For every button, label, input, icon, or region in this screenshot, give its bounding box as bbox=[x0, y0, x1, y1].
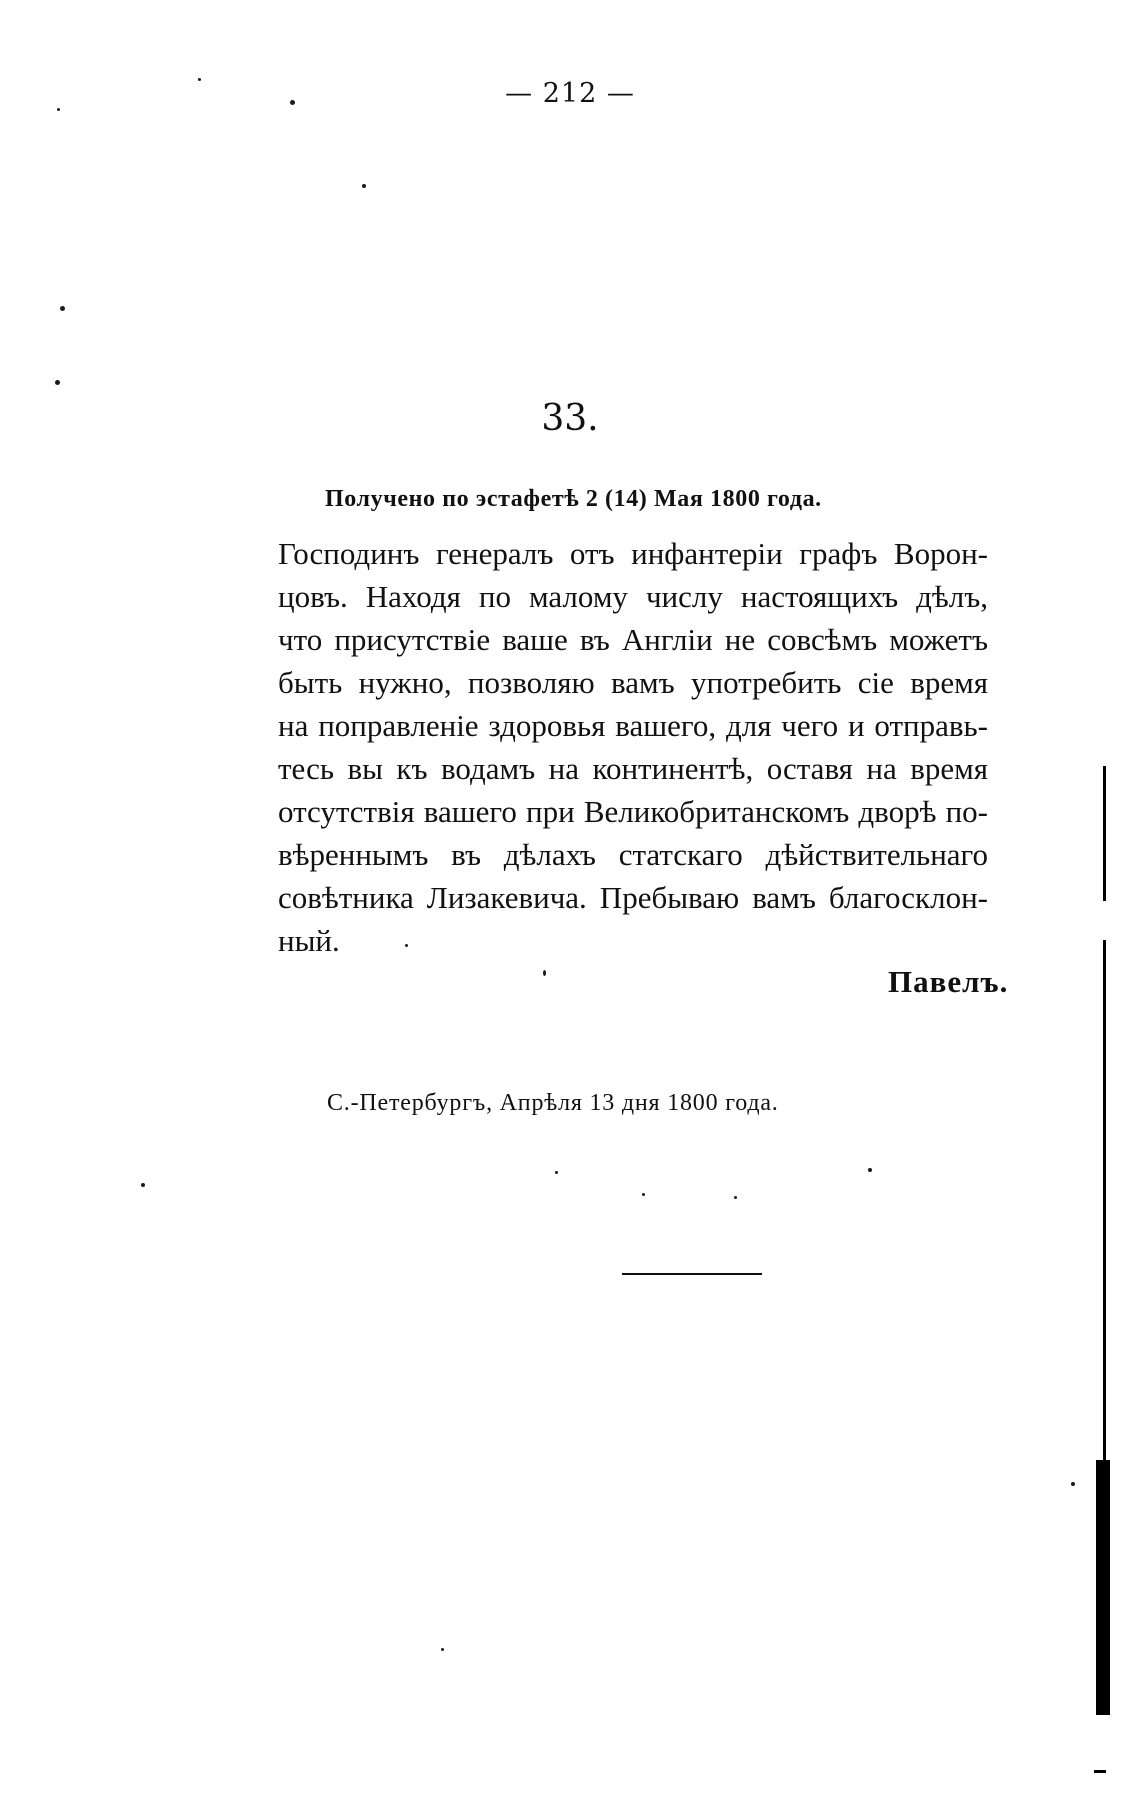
scan-speck bbox=[1071, 1482, 1075, 1486]
scan-speck bbox=[290, 100, 295, 105]
scan-speck bbox=[441, 1648, 444, 1651]
letter-line: цовъ. Находя по малому числу настоящихъ дѣлъ, bbox=[278, 579, 988, 614]
letter-line: на поправленіе здоровья вашего, для чего и отправь- bbox=[278, 708, 988, 743]
letter-line: вѣреннымъ въ дѣлахъ статскаго дѣйствительнаго bbox=[278, 837, 988, 872]
signature: Павелъ. bbox=[888, 964, 1009, 999]
scan-speck bbox=[55, 380, 60, 385]
letter-body bbox=[278, 532, 988, 962]
page-number: — 212 — bbox=[505, 78, 635, 109]
letter-line: Господинъ генералъ отъ инфантеріи графъ Ворон- bbox=[278, 536, 988, 571]
scan-edge-bar bbox=[1096, 1460, 1110, 1715]
letter-line: тесь вы къ водамъ на континентѣ, оставя на время bbox=[278, 751, 988, 786]
scan-speck bbox=[141, 1183, 145, 1187]
scan-speck bbox=[868, 1168, 872, 1172]
scan-speck bbox=[405, 944, 408, 947]
scan-speck bbox=[555, 1171, 558, 1174]
scan-speck bbox=[734, 1196, 737, 1199]
place-date: С.-Петербургъ, Апрѣля 13 дня 1800 года. bbox=[327, 1090, 779, 1116]
letter-line: быть нужно, позволяю вамъ употребить сіе время bbox=[278, 665, 988, 700]
scan-speck bbox=[543, 970, 546, 976]
scan-edge-line bbox=[1094, 1770, 1106, 1773]
scan-speck bbox=[60, 306, 65, 311]
letter-line: что присутствіе ваше въ Англіи не совсѣмъ можетъ bbox=[278, 622, 988, 657]
letter-line: отсутствія вашего при Великобританскомъ дворѣ по- bbox=[278, 794, 988, 829]
scan-speck bbox=[642, 1193, 645, 1196]
received-note: Получено по эстафетѣ 2 (14) Мая 1800 года. bbox=[325, 486, 822, 512]
letter-line: ный. bbox=[278, 923, 340, 958]
scan-speck bbox=[198, 78, 201, 81]
letter-line: совѣтника Лизакевича. Пребываю вамъ благосклон- bbox=[278, 880, 988, 915]
scan-speck bbox=[57, 108, 60, 111]
end-rule-divider bbox=[622, 1273, 762, 1275]
scan-edge-line bbox=[1103, 766, 1106, 901]
scan-speck bbox=[362, 184, 366, 188]
document-number: 33. bbox=[541, 398, 599, 439]
scan-edge-line bbox=[1103, 940, 1106, 1460]
